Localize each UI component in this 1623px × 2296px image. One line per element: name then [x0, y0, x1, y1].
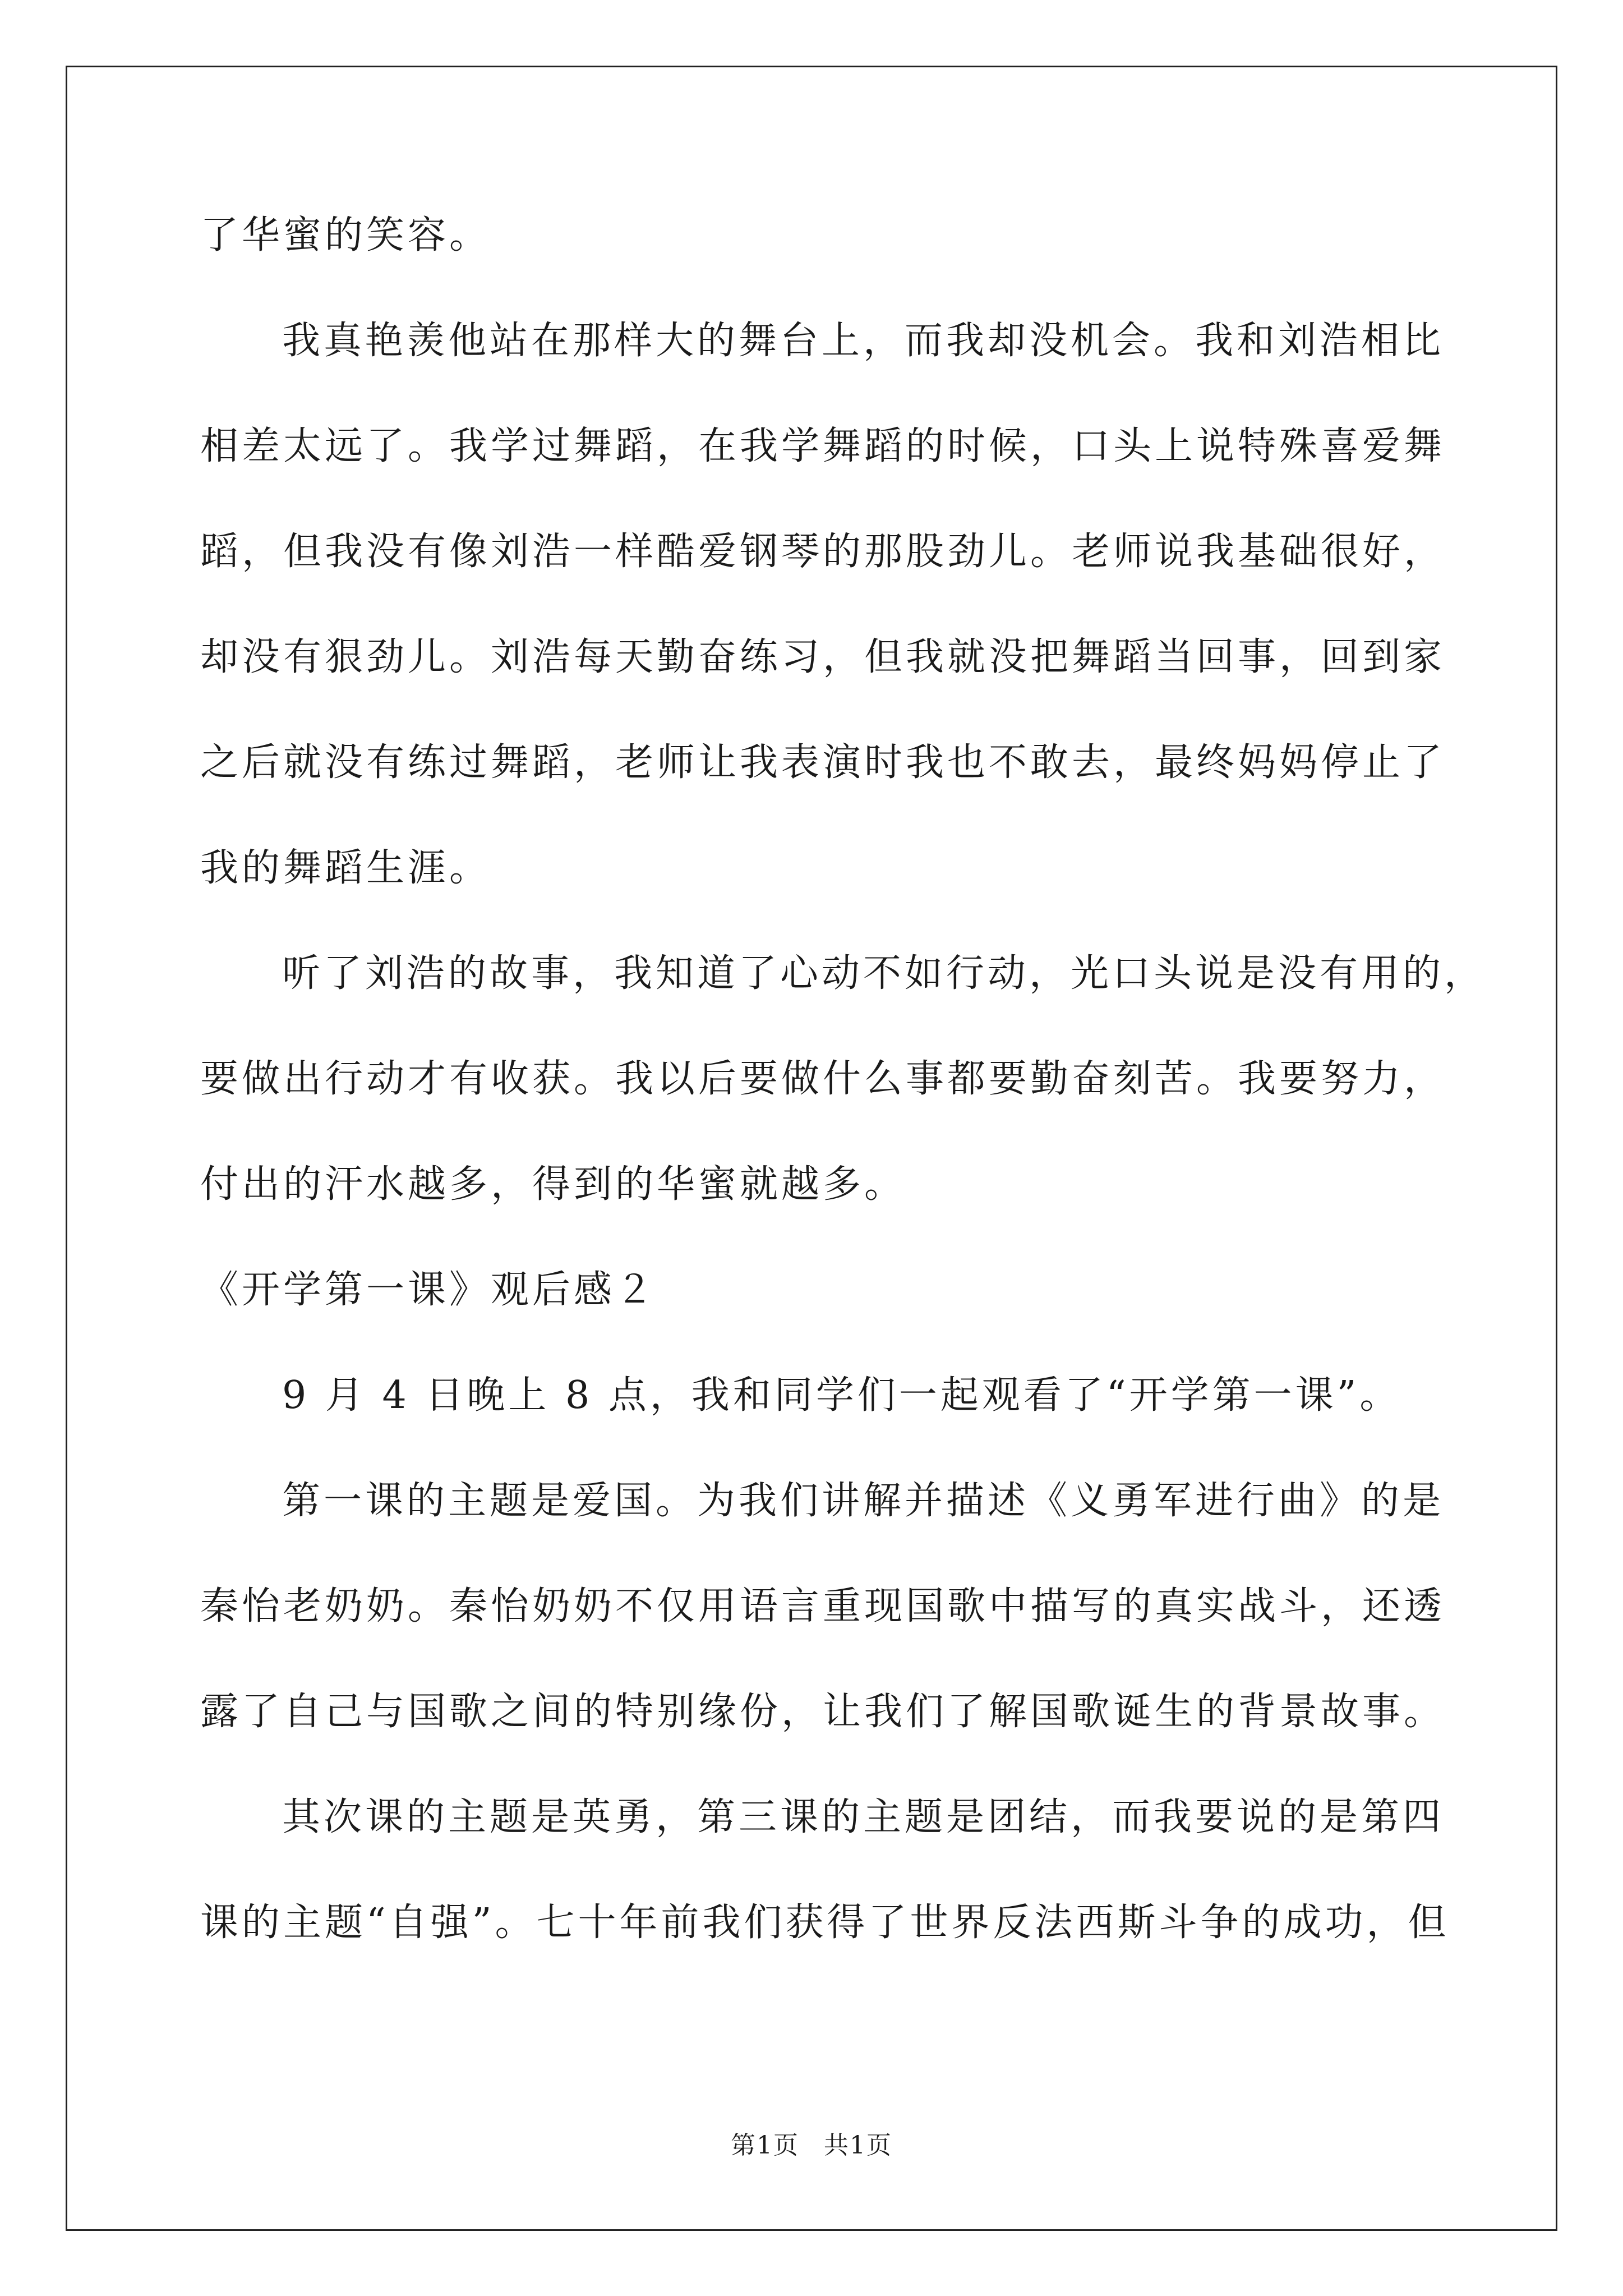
section-heading: 《开学第一课》观后感２	[200, 1268, 657, 1312]
page-number: 第1页	[731, 2131, 799, 2160]
page-total: 共1页	[824, 2131, 892, 2160]
text-line: 9 月 4 日晚上 8 点，我和同学们一起观看了“开学第一课”。	[282, 1373, 1401, 1418]
page-footer	[0, 2129, 1623, 2162]
text-line: 之后就没有练过舞蹈，老师让我表演时我也不敢去，最终妈妈停止了	[200, 740, 1446, 785]
text-line: 付出的汗水越多，得到的华蜜就越多。	[200, 1162, 906, 1207]
text-line: 了华蜜的笑容。	[200, 213, 491, 257]
text-line: 听了刘浩的故事，我知道了心动不如行动，光口头说是没有用的，	[282, 951, 1486, 996]
text-line: 要做出行动才有收获。我以后要做什么事都要勤奋刻苦。我要努力，	[200, 1057, 1446, 1101]
text-line: 第一课的主题是爱国。为我们讲解并描述《义勇军进行曲》的是	[282, 1479, 1445, 1523]
text-line: 秦怡老奶奶。秦怡奶奶不仅用语言重现国歌中描写的真实战斗，还透	[200, 1584, 1446, 1628]
text-line: 我的舞蹈生涯。	[200, 846, 491, 890]
text-line: 露了自己与国歌之间的特别缘份，让我们了解国歌诞生的背景故事。	[200, 1690, 1446, 1734]
text-line: 其次课的主题是英勇，第三课的主题是团结，而我要说的是第四	[282, 1795, 1445, 1839]
text-line: 蹈，但我没有像刘浩一样酷爱钢琴的那股劲儿。老师说我基础很好，	[200, 530, 1446, 574]
text-line: 却没有狠劲儿。刘浩每天勤奋练习，但我就没把舞蹈当回事，回到家	[200, 635, 1446, 679]
text-line: 课的主题“自强”。七十年前我们获得了世界反法西斯斗争的成功，但	[200, 1901, 1450, 1945]
text-line: 相差太远了。我学过舞蹈，在我学舞蹈的时候，口头上说特殊喜爱舞	[200, 424, 1446, 468]
text-line: 我真艳羡他站在那样大的舞台上，而我却没机会。我和刘浩相比	[282, 319, 1445, 363]
